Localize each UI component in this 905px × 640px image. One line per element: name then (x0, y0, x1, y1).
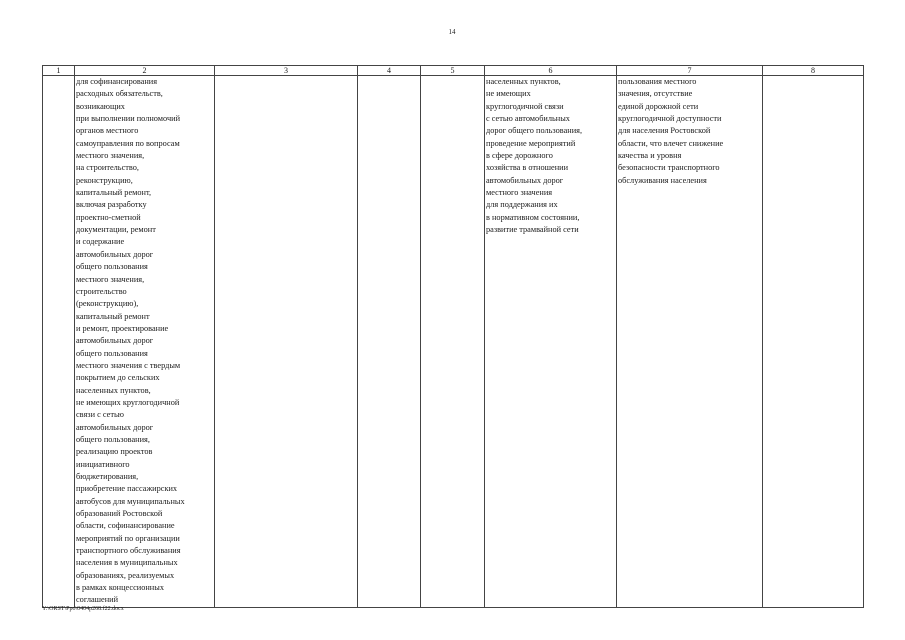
cell-col7 (617, 76, 763, 608)
cell-col2-text: для софинансирования расходных обязательств, возникающих при выполнении полномочий органов местного самоуправления по вопросам местного значения, на строительство, реконструкцию, капитальный ремонт, включая разработку проектно-сметной документации, ремонт и содержание автомобильных дорог общего пользования местного значения, строительство (реконструкцию), капитальный ремонт и ремонт, проектирование автомобильных дорог общего пользования местного значения с твердым покрытием до сельских населенных пунктов, не имеющих круглогодичной связи с сетью автомобильных дорог общего пользования, реализацию проектов инициативного бюджетирования, приобретение пассажирских автобусов для муниципальных образований Ростовской области, софинансирование мероприятий по организации транспортного обслуживания населения в муниципальных образованиях, реализуемых в рамках концессионных соглашений (76, 77, 185, 605)
page-number: 14 (448, 28, 456, 36)
column-header-2: 2 (75, 66, 215, 76)
cell-col1 (43, 76, 75, 608)
footer-file-path: Y:\ORST\Ppo\0404p268.f22.docx (42, 606, 124, 612)
cell-col6-text: населенных пунктов, не имеющих круглогодичной связи с сетью автомобильных дорог общего пользования, проведение мероприятий в сфере дорожного хозяйства в отношении автомобильных дорог местного значения для поддержания их в нормативном состоянии, развитие трамвайной сети (486, 77, 583, 235)
table-header-row (43, 66, 864, 76)
column-header-3: 3 (215, 66, 358, 76)
column-header-8: 8 (763, 66, 864, 76)
column-header-7: 7 (617, 66, 763, 76)
cell-col4 (358, 76, 421, 608)
column-header-6: 6 (485, 66, 617, 76)
cell-col7-text: пользования местного значения, отсутствие единой дорожной сети круглогодичной доступности для населения Ростовской области, что влечет снижение качества и уровня безопасности транспортного обслуживания населения (618, 77, 724, 185)
column-header-1: 1 (43, 66, 75, 76)
table-row (43, 76, 864, 608)
cell-col5 (421, 76, 485, 608)
cell-col2 (75, 76, 215, 608)
document-table (42, 65, 864, 608)
column-header-5: 5 (421, 66, 485, 76)
column-header-4: 4 (358, 66, 421, 76)
cell-col3 (215, 76, 358, 608)
cell-col8 (763, 76, 864, 608)
cell-col6 (485, 76, 617, 608)
